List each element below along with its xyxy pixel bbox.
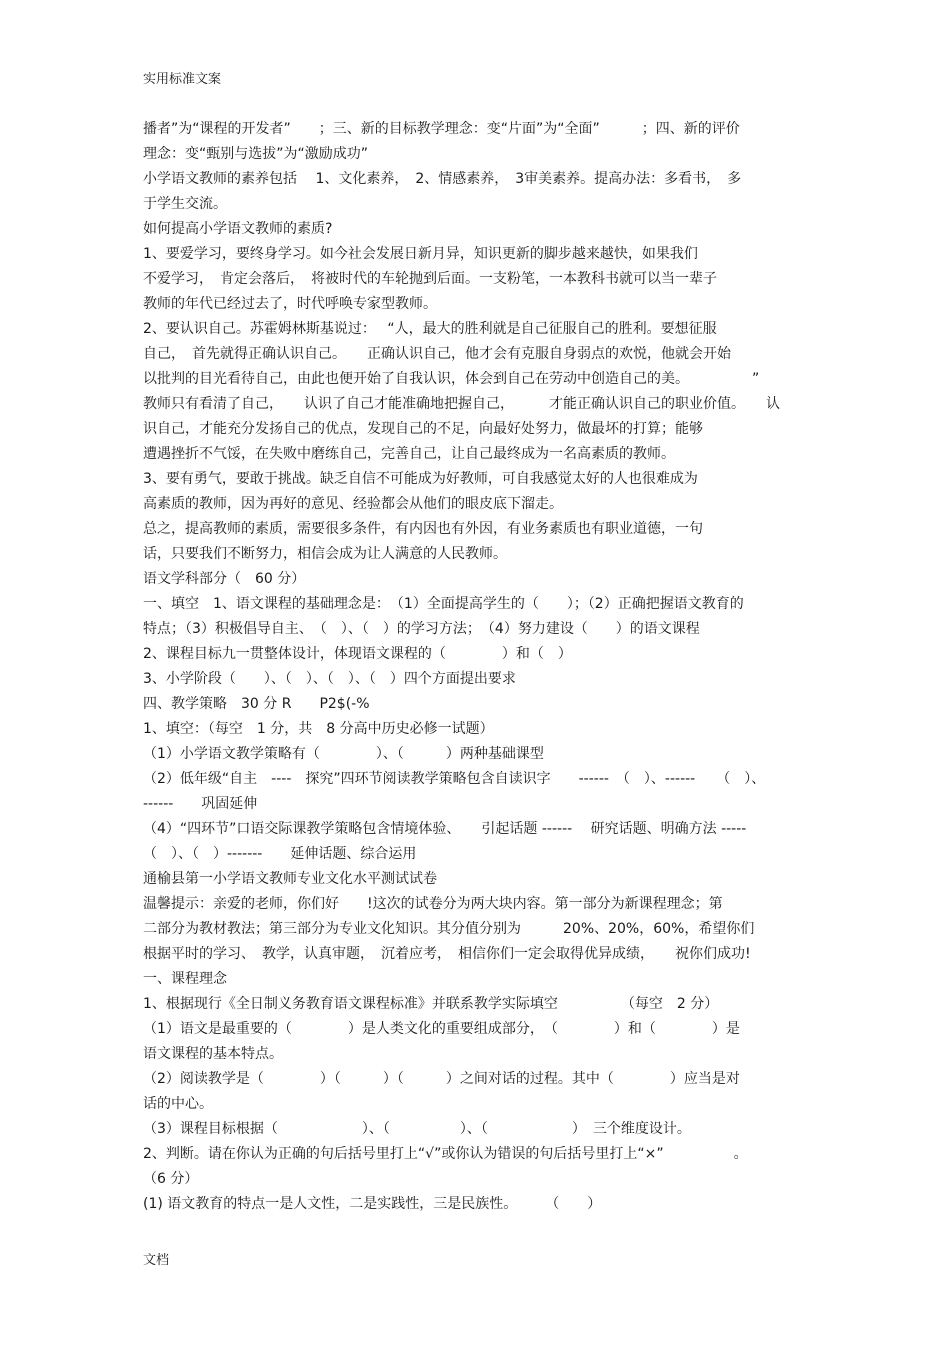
- text-line: 1、要爱学习，要终身学习。如今社会发展日新月异，知识更新的脚步越来越快，如果我们: [143, 246, 698, 262]
- text-line: 自己， 首先就得正确认识自己。 正确认识自己，他才会有克服自身弱点的欢悦，他就会开始: [143, 346, 731, 362]
- text-line: 教师的年代已经过去了，时代呼唤专家型教师。: [143, 296, 437, 312]
- text-line: （1）小学语文教学策略有（ ）、（ ）两种基础课型: [143, 746, 544, 762]
- text-line: 1、根据现行《全日制义务教育语文课程标准》并联系教学实际填空 （每空 2 分）: [143, 996, 719, 1012]
- text-line: 语文课程的基本特点。: [143, 1046, 283, 1062]
- text-line: 2、课程目标九一贯整体设计，体现语文课程的（ ）和（ ）: [143, 646, 572, 662]
- text-line: （2）低年级“自主 ---- 探究”四环节阅读教学策略包含自读识字 ------ （ ）、------ （ ）、: [143, 771, 766, 787]
- text-line: 特点；（3）积极倡导自主、 （ ）、（ ）的学习方法； （4）努力建设（ ）的语文课程: [143, 621, 700, 637]
- text-line: 遭遇挫折不气馁，在失败中磨练自己，完善自己，让自己最终成为一名高素质的教师。: [143, 446, 675, 462]
- text-line: 不爱学习， 肯定会落后， 将被时代的车轮抛到后面。一支粉笔，一本教科书就可以当一辈子: [143, 271, 717, 287]
- text-line: 一、课程理念: [143, 971, 227, 987]
- document-body: [143, 117, 808, 1217]
- text-line: 总之，提高教师的素质，需要很多条件，有内因也有外因，有业务素质也有职业道德，一句: [143, 521, 703, 537]
- page-footer: 文档: [143, 1253, 170, 1268]
- text-line: 一、填空 1、语文课程的基础理念是： （1）全面提高学生的（ ）；（2）正确把握语文教育的: [143, 596, 744, 612]
- text-line: 根据平时的学习、 教学，认真审题， 沉着应考， 相信你们一定会取得优异成绩， 祝你们成功!: [143, 946, 751, 962]
- text-line: 高素质的教师，因为再好的意见、经验都会从他们的眼皮底下溜走。: [143, 496, 563, 512]
- text-line: （ ）、（ ）------- 延伸话题、综合运用: [143, 846, 417, 862]
- text-line: 识自己，才能充分发扬自己的优点，发现自己的不足，向最好处努力，做最坏的打算；能够: [143, 421, 703, 437]
- text-line: ------ 巩固延伸: [143, 796, 258, 812]
- text-line: 2、判断。请在你认为正确的句后括号里打上“√”或你认为错误的句后括号里打上“×” 。: [143, 1146, 748, 1162]
- text-line: 四、教学策略 30 分 R P2$(-%: [143, 696, 370, 712]
- text-line: （3）课程目标根据（ ）、（ ）、（ ） 三个维度设计。: [143, 1121, 691, 1137]
- text-line: 话，只要我们不断努力，相信会成为让人满意的人民教师。: [143, 546, 507, 562]
- text-line: （6 分）: [143, 1171, 199, 1187]
- text-line: 话的中心。: [143, 1096, 213, 1112]
- text-line: 教师只有看清了自己， 认识了自己才能准确地把握自己， 才能正确认识自己的职业价值。 认: [143, 396, 780, 412]
- text-line: （4）“四环节”口语交际课教学策略包含情境体验、 引起话题 ------ 研究话题、明确方法 -----: [143, 821, 747, 837]
- text-line: （1）语文是最重要的（ ）是人类文化的重要组成部分， （ ）和（ ）是: [143, 1021, 740, 1037]
- text-line: 1、填空：（每空 1 分，共 8 分高中历史必修一试题）: [143, 721, 494, 737]
- text-line: (1) 语文教育的特点一是人文性，二是实践性，三是民族性。 （ ）: [143, 1196, 602, 1212]
- text-line: 理念：变“甄别与选拔”为“激励成功”: [143, 146, 369, 162]
- text-line: 2、要认识自己。苏霍姆林斯基说过： “人，最大的胜利就是自己征服自己的胜利。要想征服: [143, 321, 717, 337]
- text-line: 二部分为教材教法；第三部分为专业文化知识。其分值分别为 20%、20%，60%，希望你们: [143, 921, 755, 937]
- text-line: 小学语文教师的素养包括 1、文化素养， 2、情感素养， 3审美素养。提高办法：多看书， 多: [143, 171, 742, 187]
- text-line: 语文学科部分（ 60 分）: [143, 571, 306, 587]
- text-line: 3、要有勇气，要敢于挑战。缺乏自信不可能成为好教师，可自我感觉太好的人也很难成为: [143, 471, 698, 487]
- text-line: 3、小学阶段（ ）、（ ）、（ ）、（ ）四个方面提出要求: [143, 671, 516, 687]
- text-line: 于学生交流。: [143, 196, 227, 212]
- text-line: 通榆县第一小学语文教师专业文化水平测试试卷: [143, 871, 437, 887]
- text-line: （2）阅读教学是（ ）（ ）（ ）之间对话的过程。其中（ ）应当是对: [143, 1071, 740, 1087]
- text-line: 播者”为“课程的开发者” ；三、新的目标教学理念：变“片面”为“全面” ；四、新的评价: [143, 121, 740, 137]
- page-header: 实用标准文案: [143, 72, 222, 87]
- text-line: 如何提高小学语文教师的素质?: [143, 221, 333, 237]
- text-line: 以批判的目光看待自己，由此也便开始了自我认识，体会到自己在劳动中创造自己的美。 ”: [143, 371, 760, 387]
- text-line: 温馨提示：亲爱的老师，你们好 !这次的试卷分为两大块内容。第一部分为新课程理念；第: [143, 896, 723, 912]
